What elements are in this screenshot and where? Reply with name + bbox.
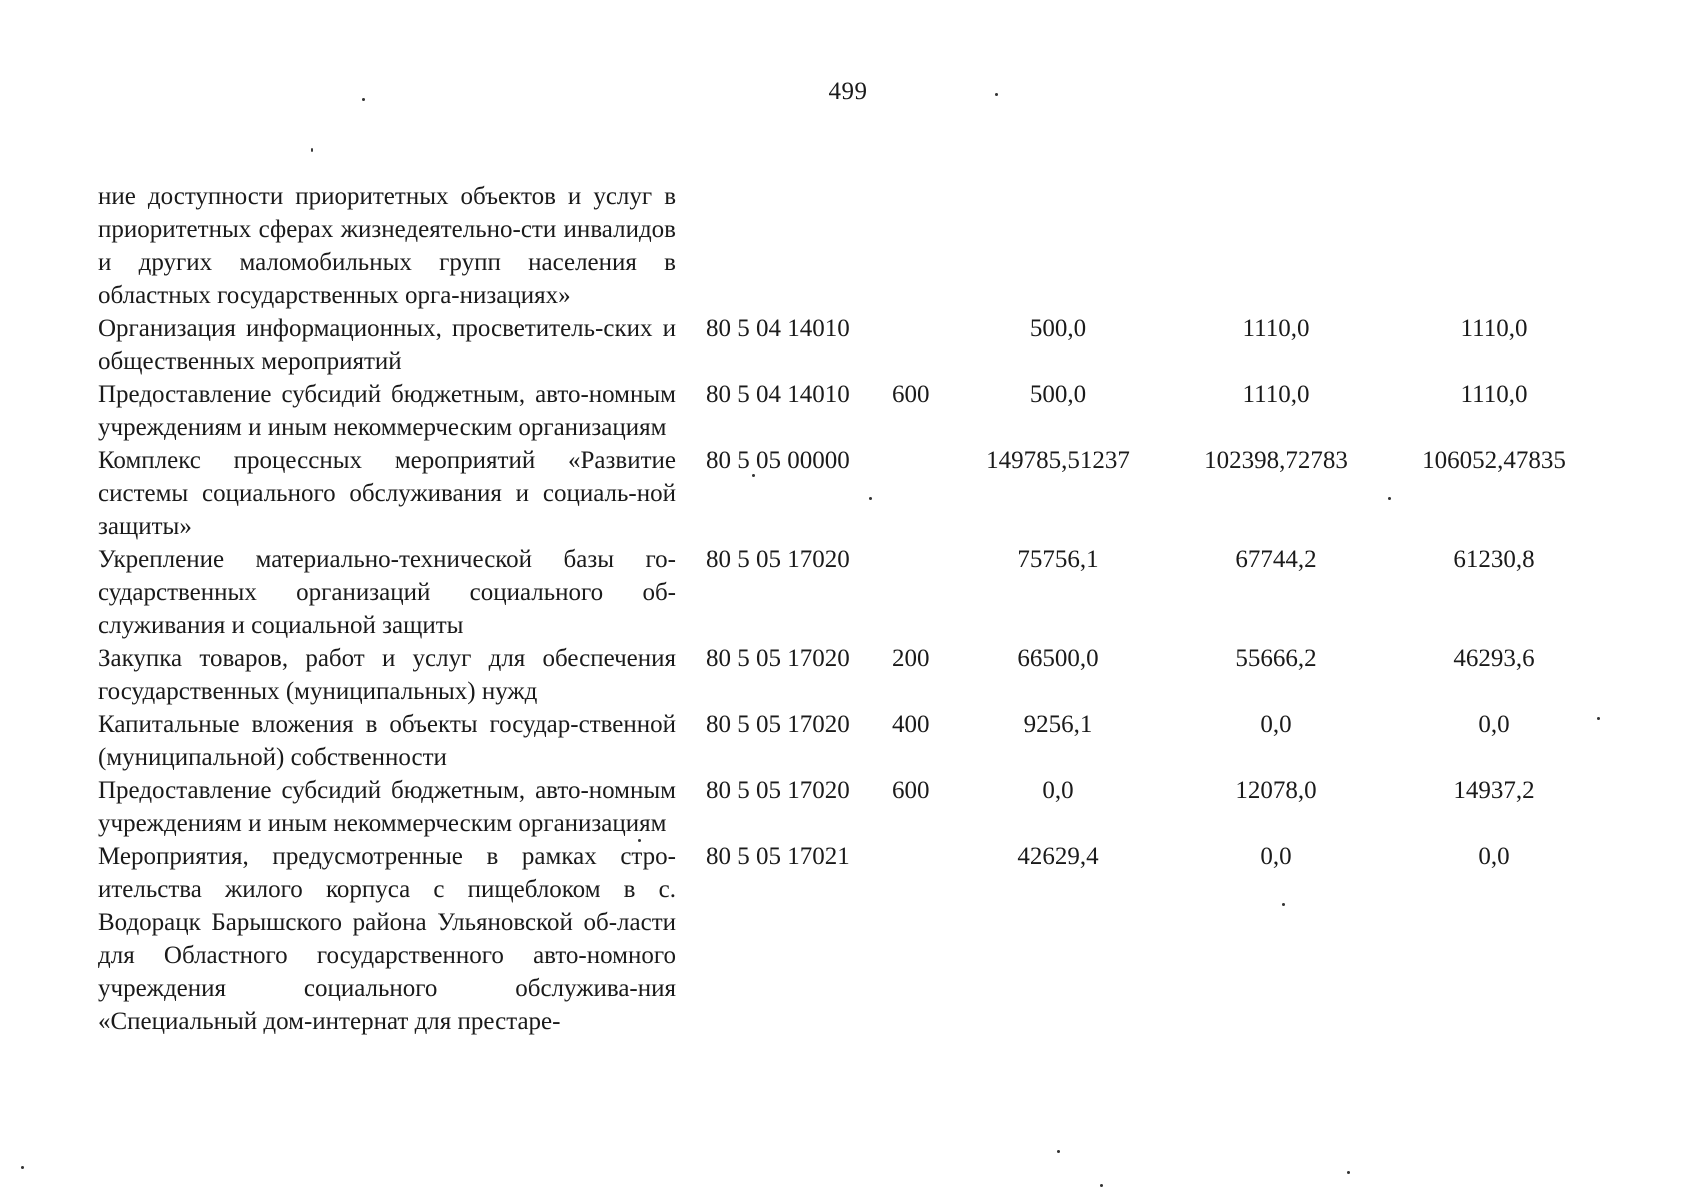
table-row	[0, 444, 1696, 543]
amount-year-3: 1110,0	[1460, 381, 1528, 408]
scan-speck	[995, 93, 998, 96]
target-article-code: 80 5 05 17020	[706, 546, 850, 573]
amount-year-3: 106052,47835	[1422, 447, 1566, 474]
amount-year-3: 1110,0	[1460, 315, 1528, 342]
row-description: Укрепление материально-технической базы го-сударственных организаций социального об-служивания и социальной защиты	[98, 546, 676, 639]
amount-year-2: 1110,0	[1242, 315, 1310, 342]
scan-speck	[362, 98, 365, 101]
row-description: Предоставление субсидий бюджетным, авто-номным учреждениям и иным некоммерческим организациям	[98, 381, 676, 441]
target-article-code: 80 5 05 17021	[706, 843, 850, 870]
target-article-code: 80 5 05 17020	[706, 777, 850, 804]
table-row	[0, 774, 1696, 840]
amount-year-1: 500,0	[1029, 315, 1087, 342]
table-row	[0, 378, 1696, 444]
amount-year-3: 61230,8	[1453, 546, 1535, 573]
amount-year-1: 149785,51237	[986, 447, 1130, 474]
amount-year-1: 9256,1	[1023, 711, 1093, 738]
amount-year-1: 66500,0	[1017, 645, 1099, 672]
table-row	[0, 312, 1696, 378]
row-description: Капитальные вложения в объекты государ-ственной (муниципальной) собственности	[98, 711, 676, 771]
table-row	[0, 180, 1696, 312]
scan-speck	[1100, 1184, 1103, 1187]
target-article-code: 80 5 05 00000	[706, 447, 850, 474]
target-article-code: 80 5 05 17020	[706, 645, 850, 672]
amount-year-1: 500,0	[1029, 381, 1087, 408]
expense-type-code: 600	[892, 777, 930, 804]
target-article-code: 80 5 04 14010	[706, 381, 850, 408]
table-row	[0, 642, 1696, 708]
budget-table	[0, 180, 1696, 1038]
amount-year-3: 0,0	[1478, 711, 1510, 738]
table-row	[0, 840, 1696, 1038]
row-description: ние доступности приоритетных объектов и услуг в приоритетных сферах жизнедеятельно-сти инвалидов и других маломобильных групп населения в областных государственных орга-низациях»	[98, 183, 676, 309]
target-article-code: 80 5 04 14010	[706, 315, 850, 342]
amount-year-2: 67744,2	[1235, 546, 1317, 573]
amount-year-1: 42629,4	[1017, 843, 1099, 870]
amount-year-3: 46293,6	[1453, 645, 1535, 672]
expense-type-code: 200	[892, 645, 930, 672]
table-row	[0, 708, 1696, 774]
row-description: Закупка товаров, работ и услуг для обеспечения государственных (муниципальных) нужд	[98, 645, 676, 705]
scan-speck	[1057, 1150, 1060, 1153]
row-description: Комплекс процессных мероприятий «Развитие системы социального обслуживания и социаль-ной защиты»	[98, 447, 676, 540]
scan-speck	[311, 148, 313, 152]
amount-year-1: 75756,1	[1017, 546, 1099, 573]
amount-year-2: 1110,0	[1242, 381, 1310, 408]
row-description: Предоставление субсидий бюджетным, авто-номным учреждениям и иным некоммерческим организациям	[98, 777, 676, 837]
expense-type-code: 400	[892, 711, 930, 738]
target-article-code: 80 5 05 17020	[706, 711, 850, 738]
table-row	[0, 543, 1696, 642]
scan-speck	[1347, 1171, 1350, 1174]
amount-year-1: 0,0	[1042, 777, 1074, 804]
amount-year-2: 12078,0	[1235, 777, 1317, 804]
expense-type-code: 600	[892, 381, 930, 408]
amount-year-2: 55666,2	[1235, 645, 1317, 672]
amount-year-2: 102398,72783	[1204, 447, 1348, 474]
amount-year-2: 0,0	[1260, 843, 1292, 870]
scan-speck	[21, 1166, 24, 1169]
row-description: Организация информационных, просветитель-ских и общественных мероприятий	[98, 315, 676, 375]
page-number: 499	[828, 78, 868, 105]
row-description: Мероприятия, предусмотренные в рамках стро-ительства жилого корпуса с пищеблоком в с. Водорацк Барышского района Ульяновской об-ласти для Областного государственного авто-номного учреждения социального обслужива-ния «Специальный дом-интернат для престаре-	[98, 843, 676, 1035]
amount-year-3: 0,0	[1478, 843, 1510, 870]
amount-year-3: 14937,2	[1453, 777, 1535, 804]
amount-year-2: 0,0	[1260, 711, 1292, 738]
